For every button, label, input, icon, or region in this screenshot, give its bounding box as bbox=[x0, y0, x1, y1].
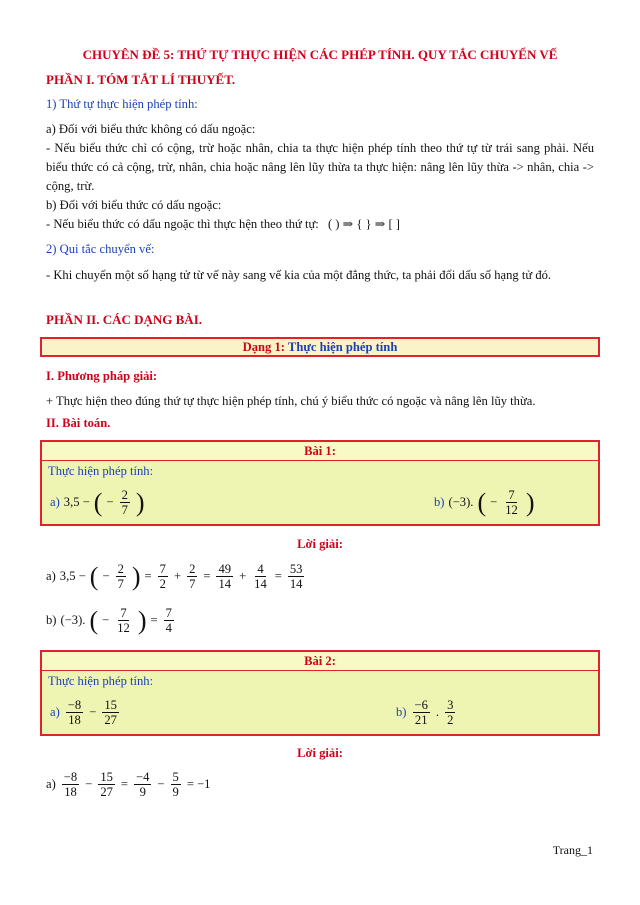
sol2-a-label: a) bbox=[46, 777, 56, 791]
fraction: $\frac{2}{7}$ bbox=[121, 488, 128, 517]
fraction: $\frac{49}{14}$ bbox=[218, 562, 232, 591]
bai2-solution-title: Lời giải: bbox=[297, 746, 343, 760]
minus-sign: − bbox=[89, 705, 97, 719]
sol-a-lead: 3,5 − bbox=[59, 569, 86, 583]
page-number: Trang_1 bbox=[552, 843, 593, 857]
rule-a-label: a) Đối với biểu thức không có dấu ngoặc: bbox=[46, 122, 256, 136]
minus-sign: − bbox=[102, 613, 110, 627]
equals: = bbox=[150, 613, 158, 627]
fraction: $\frac{2}{7}$ bbox=[117, 562, 124, 591]
dang-label: Dạng 1: bbox=[242, 340, 285, 354]
dang-title: Thực hiện phép tính bbox=[287, 340, 398, 354]
paren-open: ( bbox=[477, 487, 487, 517]
fraction: $\frac{2}{7}$ bbox=[189, 562, 196, 591]
sol2-a-result: = −1 bbox=[186, 777, 211, 791]
method-text: + Thực hiện theo đúng thứ tự thực hiện phép tính, chú ý biểu thức có ngoặc và nâng lên lũy thừa. bbox=[46, 394, 536, 408]
part1-heading: PHẦN I. TÓM TẮT LÍ THUYẾT. bbox=[46, 72, 236, 87]
problems-heading: II. Bài toán. bbox=[46, 416, 111, 430]
fraction: $\frac{7}{4}$ bbox=[165, 606, 172, 635]
fraction: $\frac{7}{2}$ bbox=[159, 562, 166, 591]
bai2-a-label: a) bbox=[50, 705, 60, 719]
bai1-title: Bài 1: bbox=[42, 442, 598, 461]
bai1-solution-title: Lời giải: bbox=[297, 537, 343, 551]
fraction: $\frac{-8}{18}$ bbox=[67, 698, 82, 727]
paren-open: ( bbox=[93, 487, 103, 517]
fraction: $\frac{7}{12}$ bbox=[505, 488, 518, 517]
section-order-heading: 1) Thứ tự thực hiện phép tính: bbox=[46, 97, 198, 111]
bai1-part-a bbox=[48, 488, 147, 517]
minus-sign: − bbox=[490, 495, 498, 509]
bai2-prompt: Thực hiện phép tính: bbox=[48, 674, 154, 688]
bai2-title: Bài 2: bbox=[42, 652, 598, 671]
bai1-solution-b bbox=[44, 606, 178, 635]
fraction: $\frac{3}{2}$ bbox=[447, 698, 454, 727]
paren-close: ) bbox=[525, 487, 535, 517]
order-rules bbox=[46, 120, 594, 234]
fraction: $\frac{15}{27}$ bbox=[104, 698, 117, 727]
bai1-box bbox=[40, 440, 600, 526]
paren-open: ( bbox=[89, 561, 99, 591]
bai1-prompt: Thực hiện phép tính: bbox=[48, 464, 154, 478]
method-heading: I. Phương pháp giải: bbox=[46, 369, 158, 383]
bai1-b-label: b) bbox=[434, 495, 445, 509]
paren-open: ( bbox=[89, 605, 99, 635]
fraction: $\frac{5}{9}$ bbox=[172, 770, 179, 799]
sol-b-label: b) bbox=[46, 613, 57, 627]
bai1-a-lead: 3,5 − bbox=[63, 495, 90, 509]
bai1-part-b bbox=[432, 488, 536, 517]
topic-title: THỨ TỰ THỰC HIỆN CÁC PHÉP TÍNH. QUY TẮC CHUYỂN VẾ bbox=[177, 47, 558, 62]
minus-sign: − bbox=[106, 495, 114, 509]
fraction: $\frac{-4}{9}$ bbox=[136, 770, 150, 799]
minus-sign: − bbox=[85, 777, 93, 791]
bai1-solution-a bbox=[44, 562, 308, 591]
bai1-b-lead: (−3). bbox=[448, 495, 474, 509]
equals: = bbox=[203, 569, 211, 583]
topic-prefix: CHUYÊN ĐỀ 5: bbox=[82, 47, 175, 62]
document-title bbox=[40, 47, 600, 63]
bai1-a-label: a) bbox=[50, 495, 60, 509]
rule-b-text: - Nếu biểu thức có dấu ngoặc thì thực hện theo thứ tự: bbox=[46, 217, 319, 231]
section-transfer-heading: 2) Qui tắc chuyển vế: bbox=[46, 242, 155, 256]
bai2-b-label: b) bbox=[396, 705, 407, 719]
paren-close: ) bbox=[135, 487, 145, 517]
minus-sign: − bbox=[157, 777, 165, 791]
fraction: $\frac{7}{12}$ bbox=[117, 606, 130, 635]
rule-b-line bbox=[46, 215, 594, 234]
equals: = bbox=[144, 569, 152, 583]
dot-operator: . bbox=[435, 705, 440, 719]
sol-a-label: a) bbox=[46, 569, 56, 583]
equals: = bbox=[120, 777, 129, 791]
part2-heading: PHẦN II. CÁC DẠNG BÀI. bbox=[46, 312, 203, 327]
rule-a-text: - Nếu biểu thức chỉ có cộng, trừ hoặc nhân, chia ta thực hiện phép tính theo thứ tự từ trái sang phải. Nếu biểu thức có cả cộng, trừ, nhân, chia hoặc nâng lên lũy thừa ta thực hiện: nâng lên lũy thừa -> nhân, chia -> cộng, trừ. bbox=[46, 141, 594, 193]
bai2-part-a bbox=[48, 698, 123, 727]
fraction: $\frac{4}{14}$ bbox=[254, 562, 267, 591]
dang-banner bbox=[40, 337, 600, 357]
transfer-rule-text: - Khi chuyển một số hạng tử từ vế này sang vế kia của một đẳng thức, ta phải đổi dấu số hạng tử đó. bbox=[46, 268, 552, 282]
fraction: $\frac{53}{14}$ bbox=[289, 562, 303, 591]
rule-b-label: b) Đối với biểu thức có dấu ngoặc: bbox=[46, 198, 222, 212]
bai2-box bbox=[40, 650, 600, 736]
fraction: $\frac{15}{27}$ bbox=[100, 770, 113, 799]
bai2-part-b bbox=[394, 698, 459, 727]
paren-close: ) bbox=[137, 605, 147, 635]
plus: + bbox=[173, 569, 182, 583]
fraction: $\frac{-8}{18}$ bbox=[63, 770, 78, 799]
sol-b-lead: (−3). bbox=[60, 613, 86, 627]
paren-close: ) bbox=[131, 561, 141, 591]
fraction: $\frac{-6}{21}$ bbox=[414, 698, 428, 727]
minus-sign: − bbox=[102, 569, 110, 583]
bracket-order: ( ) ⇒ { } ⇒ [ ] bbox=[327, 217, 400, 231]
equals: = bbox=[274, 569, 282, 583]
plus: + bbox=[239, 569, 247, 583]
bai2-solution-a bbox=[44, 770, 212, 799]
